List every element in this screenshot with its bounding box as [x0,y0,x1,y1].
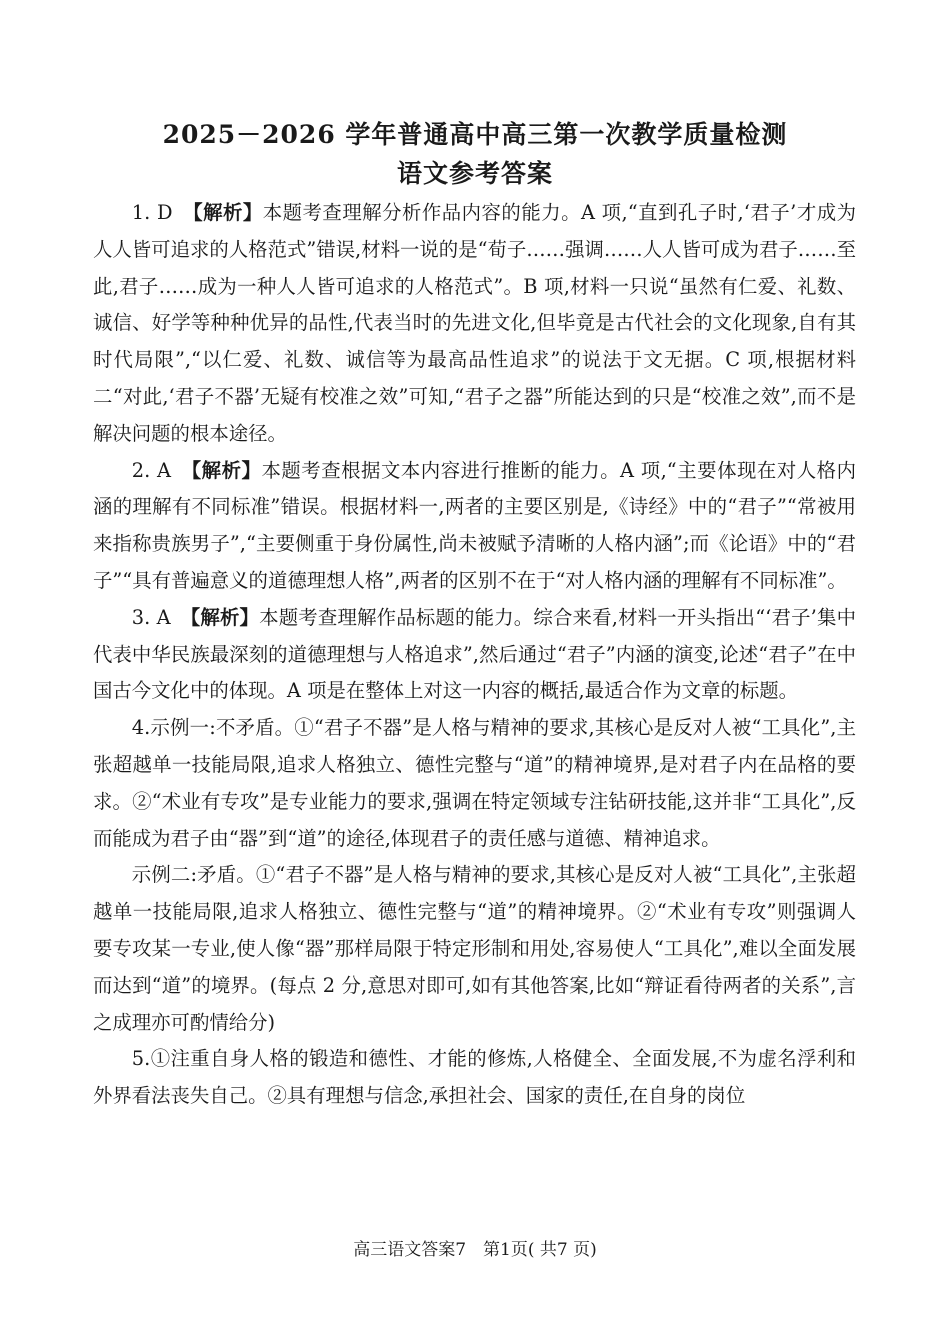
answer-number: 5. [131,1047,151,1071]
analysis-tag: 【解析】 [191,458,262,482]
answer-number: 3. A [131,605,171,629]
document-title: 2025－2026 学年普通高中高三第一次教学质量检测 [162,120,788,149]
answer-number: 2. A [131,458,171,482]
answer-item [93,453,856,600]
analysis-tag: 【解析】 [190,605,260,629]
answer-number: 1. D [131,201,173,224]
answer-item [93,1041,856,1115]
answer-item [93,710,856,857]
answer-text: 本题考查理解分析作品内容的能力。A 项,“直到孔子时,‘君子’才成为人人皆可追求的人格范式”错误,材料一说的是“荀子……强调……人人皆可成为君子……至此,君子……成为一种人人皆可追求的人格范式”。B 项,材料一只说“虽然有仁爱、礼数、诚信、好学等种种优异的品性,代表当时的先进文化,但毕竟是古代社会的文化现象,自有其时代局限”,“以仁爱、礼数、诚信等为最高品性追求”的说法于文无据。C 项,根据材料二“对此,‘君子不器’无疑有校准之效”可知,“君子之器”所能达到的只是“校准之效”,而不是解决问题的根本途径。 [93,201,856,445]
answer-text: 本题考查根据文本内容进行推断的能力。A 项,“主要体现在对人格内涵的理解有不同标准”错误。根据材料一,两者的主要区别是,《诗经》中的“君子”“常被用来指称贵族男子”,“主要侧重于身份属性,尚未被赋予清晰的人格内涵”;而《论语》中的“君子”“具有普遍意义的道德理想人格”,两者的区别不在于“对人格内涵的理解有不同标准”。 [93,458,856,592]
document-subtitle: 语文参考答案 [396,159,553,188]
answer-item [93,195,856,453]
answer-number: 4. [131,716,151,740]
answer-text: ①注重自身人格的锻造和德性、才能的修炼,人格健全、全面发展,不为虚名浮利和外界看法丧失自己。②具有理想与信念,承担社会、国家的责任,在自身的岗位 [93,1047,856,1108]
answer-text: 示例一:不矛盾。①“君子不器”是人格与精神的要求,其核心是反对人被“工具化”,主张超越单一技能局限,追求人格独立、德性完整与“道”的精神境界,是对君子内在品格的要求。②“术业有专攻”是专业能力的要求,强调在特定领域专注钻研技能,这并非“工具化”,反而能成为君子由“器”到“道”的途径,体现君子的责任感与道德、精神追求。 [93,716,856,850]
answer-text: 示例二:矛盾。①“君子不器”是人格与精神的要求,其核心是反对人被“工具化”,主张超越单一技能局限,追求人格独立、德性完整与“道”的精神境界。②“术业有专攻”则强调人要专攻某一专业,使人像“器”那样局限于特定形制和用处,容易使人“工具化”,难以全面发展而达到“道”的境界。(每点 2 分,意思对即可,如有其他答案,比如“辩证看待两者的关系”,言之成理亦可酌情给分) [93,863,856,1034]
page-footer: 高三语文答案7 第1页( 共7 页) [353,1240,597,1260]
answer-body [93,195,856,1115]
answer-item [93,600,856,710]
answer-item-example [93,857,856,1041]
answer-text: 本题考查理解作品标题的能力。综合来看,材料一开头指出“‘君子’集中代表中华民族最深刻的道德理想与人格追求”,然后通过“君子”内涵的演变,论述“君子”在中国古今文化中的体现。A 项是在整体上对这一内容的概括,最适合作为文章的标题。 [93,605,856,703]
analysis-tag: 【解析】 [192,201,263,224]
